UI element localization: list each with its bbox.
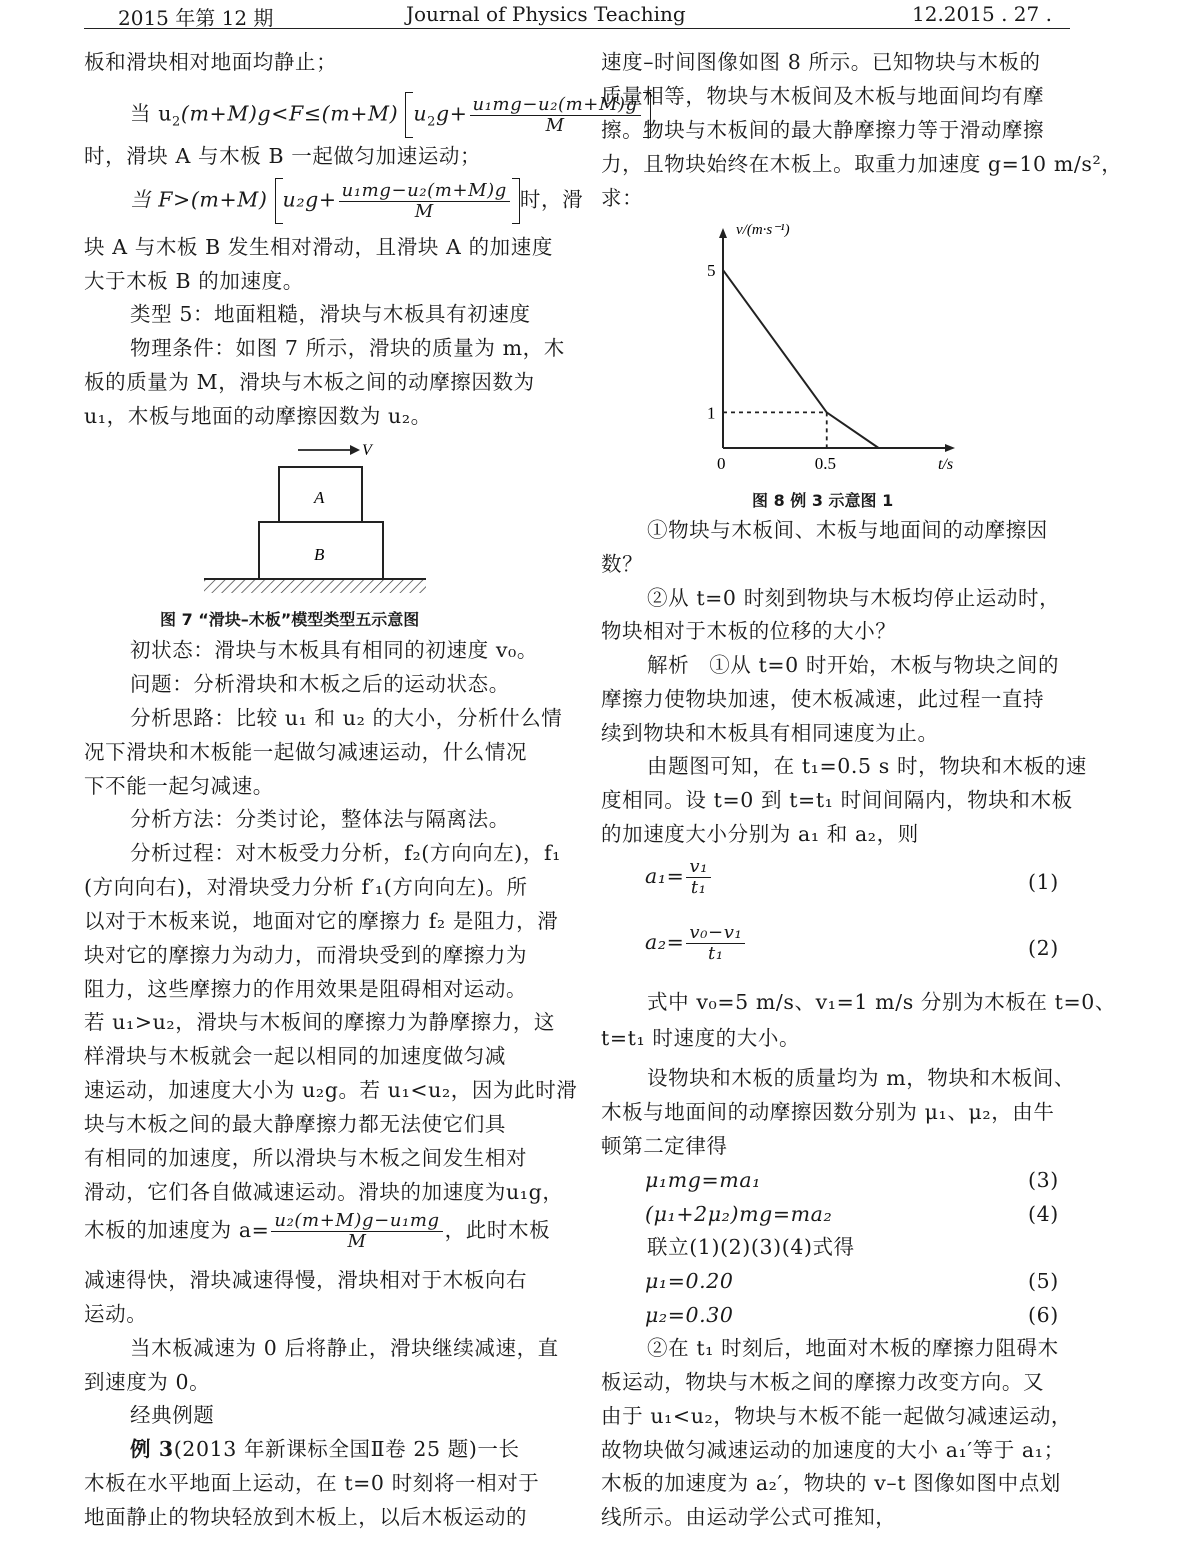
example-source: (2013 年新课标全国Ⅱ卷 25 题)一长	[173, 1437, 520, 1461]
section-heading: 经典例题	[130, 1403, 215, 1427]
formula-text: u	[413, 101, 428, 126]
y-axis-arrow	[719, 228, 727, 238]
text-line: 物块相对于木板的位移的大小？	[601, 619, 897, 643]
fraction-numerator: u₁mg−u₂(m+M)g	[470, 96, 641, 116]
series-line	[723, 270, 879, 448]
equation-2	[645, 924, 747, 972]
issue-label: 2015 年第 12 期	[118, 6, 274, 30]
fraction-numerator: u₁mg−u₂(m+M)g	[339, 182, 510, 202]
text-line: 板运动，物块与木板之间的摩擦力改变方向。又	[601, 1370, 1045, 1394]
text-line: 摩擦力使物块加速，使木板减速，此过程一直持	[601, 687, 1045, 711]
fraction	[271, 1212, 442, 1251]
figure-8-chart	[680, 212, 980, 482]
page-number: 12.2015 . 27 .	[912, 2, 1052, 26]
equation-5: μ₁=0.20	[645, 1269, 734, 1293]
text-line: 木板在水平地面上运动，在 t=0 时刻将一相对于	[84, 1471, 540, 1495]
text-line: 设物块和木板的质量均为 m，物块和木板间、	[647, 1066, 1076, 1090]
text-line: 阻力，这些摩擦力的作用效果是阻碍相对运动。	[84, 977, 528, 1001]
text-line: 滑动，它们各自做减速运动。滑块的加速度为u₁g，	[84, 1180, 564, 1204]
text-line: 减速得快，滑块减速得慢，滑块相对于木板向右	[84, 1268, 528, 1292]
solution-text: ①从 t=0 时开始，木板与物块之间的	[709, 653, 1060, 677]
formula-sub: 2	[172, 114, 181, 130]
formula-text: 当 u	[130, 101, 173, 126]
text-line: 到速度为 0。	[84, 1370, 211, 1394]
y-tick-label: 1	[707, 403, 716, 423]
formula-text: 木板的加速度为 a=	[84, 1218, 270, 1242]
figure-8-caption: 图 8 例 3 示意图 1	[752, 491, 894, 510]
figure-7-diagram	[200, 436, 430, 601]
text-line: u₁，木板与地面的动摩擦因数为 u₂。	[84, 404, 432, 428]
block-a-label: A	[314, 488, 325, 507]
fraction-denominator: M	[347, 1231, 367, 1252]
equation-number: (5)	[1028, 1269, 1059, 1293]
text-line: 当木板减速为 0 后将静止，滑块继续减速，直	[130, 1336, 559, 1360]
text-line: 运动。	[84, 1302, 148, 1326]
formula-line	[84, 1212, 550, 1258]
arrow-head	[350, 445, 360, 455]
text-line: 擦。物块与木板间的最大静摩擦力等于滑动摩擦	[601, 118, 1045, 142]
fraction-numerator: u₂(m+M)g−u₁mg	[271, 1212, 442, 1232]
fraction	[339, 179, 510, 222]
x-tick-label: 0.5	[814, 454, 836, 473]
text-line: 线所示。由运动学公式可推知，	[601, 1505, 897, 1529]
equation-number: (2)	[1028, 936, 1059, 960]
text-line: 由题图可知，在 t₁=0.5 s 时，物块和木板的速	[647, 754, 1087, 778]
fraction	[686, 924, 745, 963]
text-line: 分析过程：对木板受力分析，f₂(方向向左)，f₁	[130, 841, 562, 865]
text-line: t=t₁ 时速度的大小。	[601, 1026, 801, 1050]
text-line: 块与木板之间的最大静摩擦力都无法使它们具	[84, 1112, 506, 1136]
text-line: 力，且物块始终在木板上。取重力加速度 g=10 m/s²，	[601, 152, 1123, 176]
fraction-denominator: t₁	[690, 877, 707, 898]
text-line: 联立(1)(2)(3)(4)式得	[647, 1235, 855, 1259]
equation-number: (4)	[1028, 1202, 1059, 1226]
header-rule	[84, 28, 1070, 29]
text-line: 数？	[601, 552, 644, 576]
text-line: 故物块做匀减速运动的加速度的大小 a₁′等于 a₁；	[601, 1438, 1065, 1462]
text-line: 有相同的加速度，所以滑块与木板之间发生相对	[84, 1146, 528, 1170]
fraction-denominator: t₁	[708, 943, 724, 964]
text-line: 下不能一起匀减速。	[84, 774, 274, 798]
bracket-left	[275, 178, 283, 224]
equation-number: (3)	[1028, 1168, 1059, 1192]
text-line: 若 u₁>u₂，滑块与木板间的摩擦力为静摩擦力，这	[84, 1010, 556, 1034]
x-axis-label: t/s	[938, 456, 954, 473]
equation-number: (1)	[1028, 870, 1059, 894]
equation-6: μ₂=0.30	[645, 1303, 734, 1327]
text-line: 问题：分析滑块和木板之后的运动状态。	[130, 672, 510, 696]
text-line: 顿第二定律得	[601, 1134, 728, 1158]
text-line: 式中 v₀=5 m/s、v₁=1 m/s 分别为木板在 t=0、	[647, 990, 1117, 1014]
text-line: 分析方法：分类讨论，整体法与隔离法。	[130, 807, 510, 831]
formula-text: 当 F>(m+M)	[130, 187, 268, 212]
formula-sub: 2	[427, 114, 437, 130]
text-line: 分析思路：比较 u₁ 和 u₂ 的大小，分析什么情	[130, 706, 563, 730]
text-line: 速运动，加速度大小为 u₂g。若 u₁<u₂，因为此时滑	[84, 1078, 578, 1102]
example-label: 例 3	[130, 1437, 174, 1461]
text-line: 地面静止的物块轻放到木板上，以后木板运动的	[84, 1505, 528, 1529]
formula-text: u₂g+	[282, 187, 337, 212]
fraction-denominator: M	[545, 114, 565, 136]
text-line: 木板的加速度为 a₂′，物块的 v–t 图像如图中点划	[601, 1471, 1061, 1495]
bracket-right	[512, 178, 520, 224]
equation-lhs: a₁=	[645, 864, 685, 888]
text-line: 速度–时间图像如图 8 所示。已知物块与木板的	[601, 50, 1041, 74]
y-axis-label: v/(m·s⁻¹)	[736, 222, 790, 238]
text-line: 木板与地面间的动摩擦因数分别为 μ₁、μ₂，由牛	[601, 1100, 1055, 1124]
figure-7-caption: 图 7 “滑块–木板”模型类型五示意图	[160, 610, 420, 629]
text-line: 类型 5：地面粗糙，滑块与木板具有初速度	[130, 302, 531, 326]
text-line: 由于 u₁<u₂，物块与木板不能一起做匀减速运动，	[601, 1404, 1073, 1428]
text-line: 时，滑块 A 与木板 B 一起做匀加速运动；	[84, 144, 482, 168]
text-line: ②在 t₁ 时刻后，地面对木板的摩擦力阻碍木	[647, 1336, 1059, 1360]
example-line	[130, 1439, 520, 1460]
velocity-label: V	[362, 442, 372, 459]
y-tick-label: 5	[707, 261, 716, 281]
board-b-label: B	[314, 545, 325, 564]
text-line: 初状态：滑块与木板具有相同的初速度 v₀。	[130, 638, 538, 662]
text-line: (方向向右)，对滑块受力分析 f′₁(方向向左)。所	[84, 875, 528, 899]
x-axis-arrow	[945, 444, 955, 452]
solution-line	[647, 655, 1059, 676]
text-line: 度相同。设 t=0 到 t=t₁ 时间间隔内，物块和木板	[601, 788, 1073, 812]
solution-label: 解析	[647, 653, 690, 677]
formula-text: ，此时木板	[444, 1218, 551, 1242]
text-line: 大于木板 B 的加速度。	[84, 269, 304, 293]
ground-hatch	[204, 579, 426, 593]
fraction-numerator: v₀−v₁	[686, 924, 745, 944]
fraction-denominator: M	[414, 200, 434, 222]
text-line: ①物块与木板间、木板与地面间的动摩擦因	[647, 518, 1048, 542]
formula-text: (m+M)g<F≤(m+M)	[180, 101, 399, 126]
text-line: 以对于木板来说，地面对它的摩擦力 f₂ 是阻力，滑	[84, 909, 559, 933]
text-line: 续到物块和木板具有相同速度为止。	[601, 721, 939, 745]
equation-3: μ₁mg=ma₁	[645, 1168, 761, 1192]
text-line: 况下滑块和木板能一起做匀减速运动，什么情况	[84, 740, 528, 764]
equation-lhs: a₂=	[645, 930, 685, 954]
text-line: 求：	[601, 186, 644, 210]
text-line: 块对它的摩擦力为动力，而滑块受到的摩擦力为	[84, 943, 528, 967]
equation-1	[645, 858, 713, 906]
equation-number: (6)	[1028, 1303, 1059, 1327]
journal-title: Journal of Physics Teaching	[406, 2, 686, 26]
text-line: 块 A 与木板 B 发生相对滑动，且滑块 A 的加速度	[84, 235, 553, 259]
text-line: 质量相等，物块与木板间及木板与地面间均有摩	[601, 84, 1045, 108]
text-line: ②从 t=0 时刻到物块与木板均停止运动时，	[647, 586, 1061, 610]
formula-line	[130, 92, 651, 136]
equation-4: (μ₁+2μ₂)mg=ma₂	[645, 1202, 833, 1226]
formula-text: g+	[436, 101, 468, 126]
text-line: 物理条件：如图 7 所示，滑块的质量为 m，木	[130, 336, 565, 360]
text-line: 的加速度大小分别为 a₁ 和 a₂，则	[601, 822, 919, 846]
x-tick-label: 0	[717, 454, 726, 473]
text-line: 样滑块与木板就会一起以相同的加速度做匀减	[84, 1044, 506, 1068]
formula-line	[130, 178, 583, 222]
text-line: 板和滑块相对地面均静止；	[84, 50, 338, 74]
fraction-numerator: v₁	[686, 858, 711, 878]
fraction	[686, 858, 711, 897]
formula-text: 时，滑	[519, 187, 584, 212]
text-line: 板的质量为 M，滑块与木板之间的动摩擦因数为	[84, 370, 535, 394]
